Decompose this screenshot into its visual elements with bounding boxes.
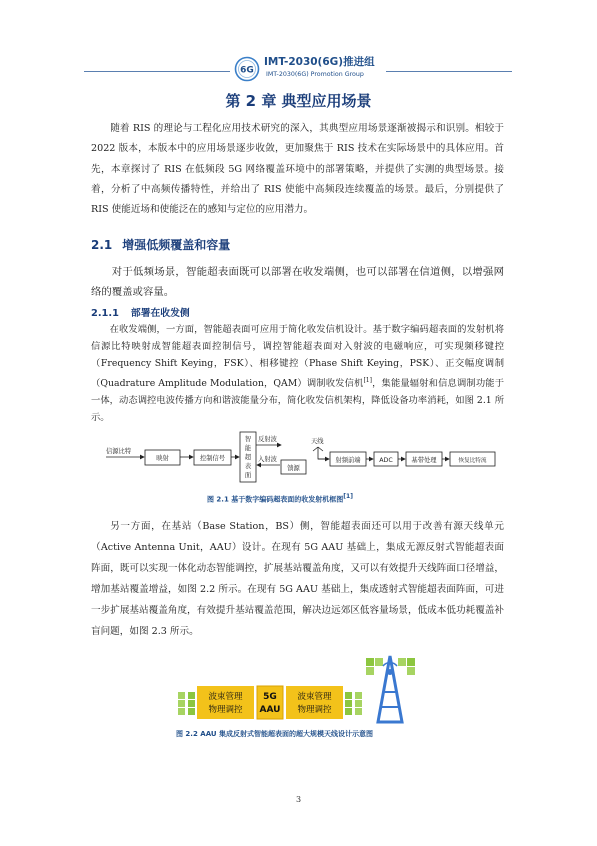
figure-2-1-diagram	[100, 428, 510, 484]
right-beam-mgmt-label: 波束管理	[297, 692, 332, 702]
subsection-title: 部署在收发侧	[130, 308, 190, 319]
left-beam-mgmt-label: 波束管理	[208, 692, 243, 702]
right-ris-panel	[345, 692, 362, 715]
base-station-tower-icon	[366, 656, 415, 722]
control-signal-label: 控制信号	[199, 455, 226, 462]
aau-label: AAU	[259, 705, 281, 715]
header-org-cn: IMT-2030(6G)推进组	[264, 56, 375, 68]
logo-text: 6G	[240, 65, 254, 76]
feed-label: 馈源	[287, 465, 300, 472]
baseband-label: 基带处理	[411, 457, 437, 464]
antenna-label: 天线	[311, 438, 324, 445]
source-bits-label: 信源比特	[106, 448, 132, 455]
figure-2-1-caption	[207, 493, 353, 504]
figure-2-1-caption-text: 图 2.1 基于数字编码超表面的收发射机框图	[207, 495, 344, 504]
figure-2-2-diagram	[170, 652, 440, 726]
incident-wave-label: 入射波	[258, 456, 277, 463]
section-heading-2-1	[91, 236, 230, 253]
figure-2-1-caption-citation[interactable]: [1]	[343, 493, 353, 500]
aau-5g-label: 5G	[263, 692, 277, 702]
section-2-1-1-paragraph	[91, 321, 504, 426]
header-rule-right	[386, 71, 512, 72]
chapter-title: 第 2 章 典型应用场景	[225, 92, 372, 110]
reflected-wave-label: 反射波	[258, 436, 277, 443]
section-number: 2.1	[91, 238, 113, 252]
paragraph-text-part2: ，集能量辐射和信息调制功能于一体，动态调控电波传播方向和谐波能量分布，简化收发信机架构，降低设备功率消耗，如图 2.1 所示。	[91, 378, 504, 424]
citation-link[interactable]: [1]	[363, 377, 372, 384]
right-physical-control-label: 物理调控	[297, 705, 332, 715]
section-heading-2-1-1	[91, 305, 190, 319]
section-2-1-paragraph: 对于低频场景，智能超表面既可以部署在收发端侧，也可以部署在信道侧，以增强网络的覆盖或容量。	[91, 266, 504, 299]
imt2030-logo-icon	[234, 56, 260, 82]
ris-char-2: 能	[244, 445, 252, 452]
intro-paragraph: 随着 RIS 的理论与工程化应用技术研究的深入，其典型应用场景逐渐被揭示和识别。相较于 2022 版本，本版本中的应用场景逐步收敛，更加聚焦于 RIS 技术在实际场景中的具体应用。首先，本章探讨了 RIS 在低频段 5G 网络覆盖环境中的部署策略，并提供了实测的典型场景。接着，分析了中高频传播特性，并给出了 RIS 使能中高频段连续覆盖的场景。最后，分别提供了 RIS 使能近场和使能泛在的感知与定位的应用潜力。	[91, 123, 504, 216]
adc-label: ADC	[379, 457, 393, 464]
rf-frontend-label: 射频前端	[335, 457, 361, 464]
ris-char-4: 表	[244, 463, 252, 470]
left-ris-panel	[178, 692, 195, 715]
section-title: 增强低频覆盖和容量	[122, 238, 231, 252]
left-physical-control-label: 物理调控	[208, 705, 243, 715]
header-org-en: IMT-2030(6G) Promotion Group	[266, 71, 364, 78]
ris-char-5: 面	[244, 472, 252, 479]
figure-2-2-caption: 图 2.2 AAU 集成反射式智能超表面的超大规模天线设计示意图	[176, 730, 374, 738]
page-number: 3	[295, 795, 302, 804]
recover-bits-label: 恢复比特流	[458, 458, 487, 464]
header-rule-left	[84, 71, 230, 72]
paragraph-text-part1: 在收发端侧，一方面，智能超表面可应用于简化收发信机设计。基于数字编码超表面的发射机将信源比特映射成智能超表面控制信号，调控智能超表面对入射波的电磁响应，可实现频移键控（Frequency Shift Keying，FSK）、相移键控（Phase Shift Keying，PSK）、正交幅度调制（Quadrature Amplitude Modulation，QAM）调制收发信机	[91, 324, 504, 390]
subsection-number: 2.1.1	[91, 308, 119, 319]
section-2-1-1-paragraph-2: 另一方面，在基站（Base Station，BS）侧，智能超表面还可以用于改善有源天线单元（Active Antenna Unit，AAU）设计。在现有 5G AAU 基础上，集成无源反射式智能超表面阵面，既可以实现一体化动态智能调控，扩展基站覆盖角度，又可以有效提升天线阵面口径增益，增加基站覆盖增益，如图 2.2 所示。在现有 5G AAU 基础上，集成透射式智能超表面阵面，可进一步扩展基站覆盖角度，有效提升基站覆盖范围，解决边远郊区低容量场景，低成本低功耗覆盖补盲问题，如图 2.3 所示。	[91, 521, 504, 637]
ris-char-3: 超	[244, 454, 252, 461]
map-label: 映射	[156, 455, 169, 462]
ris-char-1: 智	[244, 436, 252, 443]
